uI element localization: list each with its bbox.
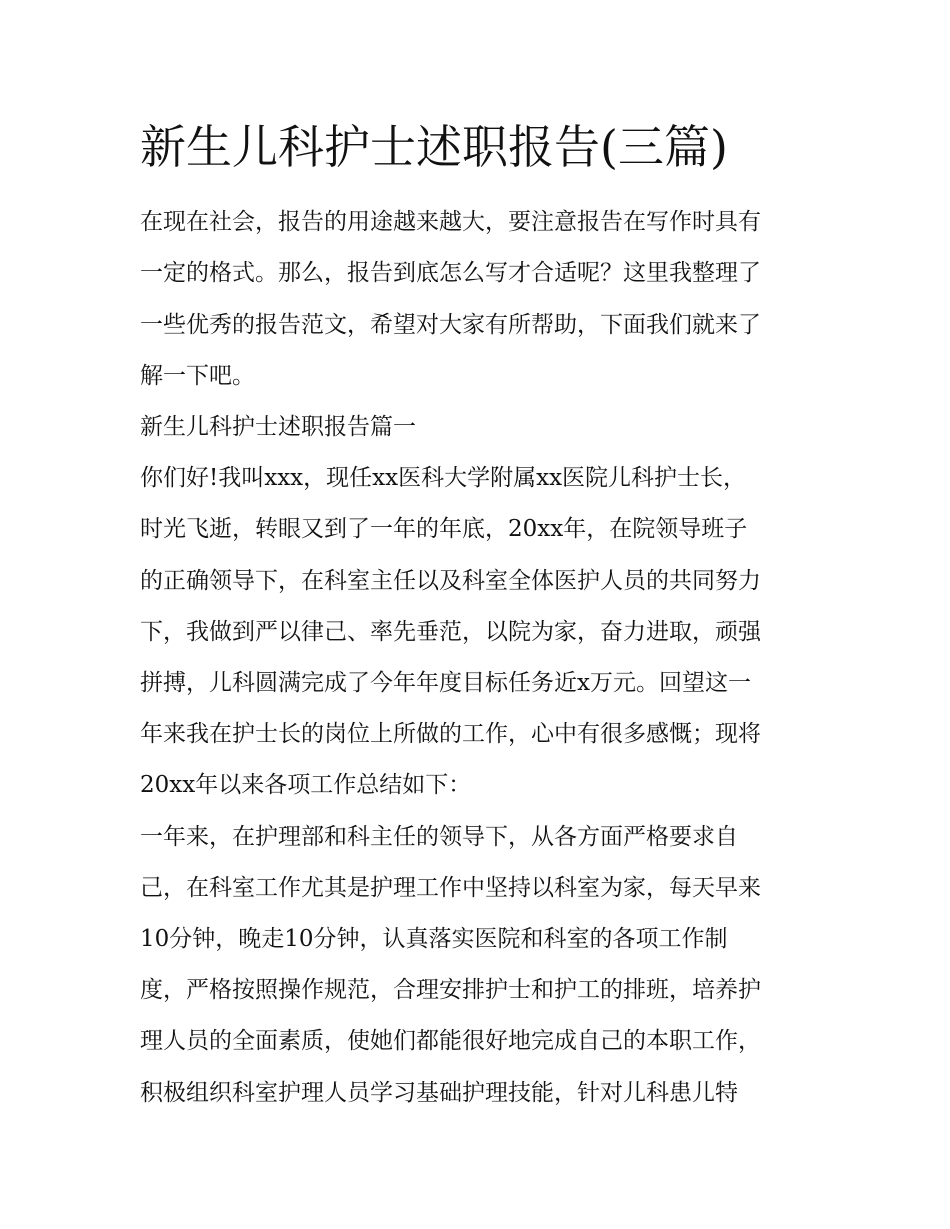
paragraph-line: 20xx年以来各项工作总结如下： xyxy=(140,772,472,798)
paragraph-line: 10分钟，晚走10分钟，认真落实医院和科室的各项工作制 xyxy=(140,926,728,952)
paragraph-line: 一些优秀的报告范文，希望对大家有所帮助，下面我们就来了 xyxy=(140,312,761,338)
paragraph-line: 理人员的全面素质，使她们都能很好地完成自己的本职工作， xyxy=(140,1028,761,1054)
section-heading: 新生儿科护士述职报告篇一 xyxy=(140,414,416,440)
paragraph-line: 拼搏，儿科圆满完成了今年年度目标任务近x万元。回望这一 xyxy=(140,670,751,696)
paragraph-line: 在现在社会，报告的用途越来越大，要注意报告在写作时具有 xyxy=(140,209,761,235)
document-title: 新生儿科护士述职报告(三篇) xyxy=(140,120,728,174)
paragraph-line: 一定的格式。那么，报告到底怎么写才合适呢？这里我整理了 xyxy=(140,260,761,286)
paragraph-line: 一年来，在护理部和科主任的领导下，从各方面严格要求自 xyxy=(140,824,738,850)
paragraph-line: 的正确领导下，在科室主任以及科室全体医护人员的共同努力 xyxy=(140,568,761,594)
paragraph-line: 年来我在护士长的岗位上所做的工作，心中有很多感慨；现将 xyxy=(140,721,761,747)
paragraph-line: 解一下吧。 xyxy=(140,363,255,389)
paragraph-line: 下，我做到严以律己、率先垂范，以院为家，奋力进取，顽强 xyxy=(140,619,761,645)
paragraph-line: 你们好!我叫xxx，现任xx医科大学附属xx医院儿科护士长， xyxy=(140,465,747,491)
paragraph-line: 时光飞逝，转眼又到了一年的年底，20xx年，在院领导班子 xyxy=(140,516,748,542)
paragraph-line: 积极组织科室护理人员学习基础护理技能，针对儿科患儿特 xyxy=(140,1080,738,1106)
paragraph-line: 度，严格按照操作规范，合理安排护士和护工的排班，培养护 xyxy=(140,977,761,1003)
paragraph-line: 己，在科室工作尤其是护理工作中坚持以科室为家，每天早来 xyxy=(140,875,761,901)
